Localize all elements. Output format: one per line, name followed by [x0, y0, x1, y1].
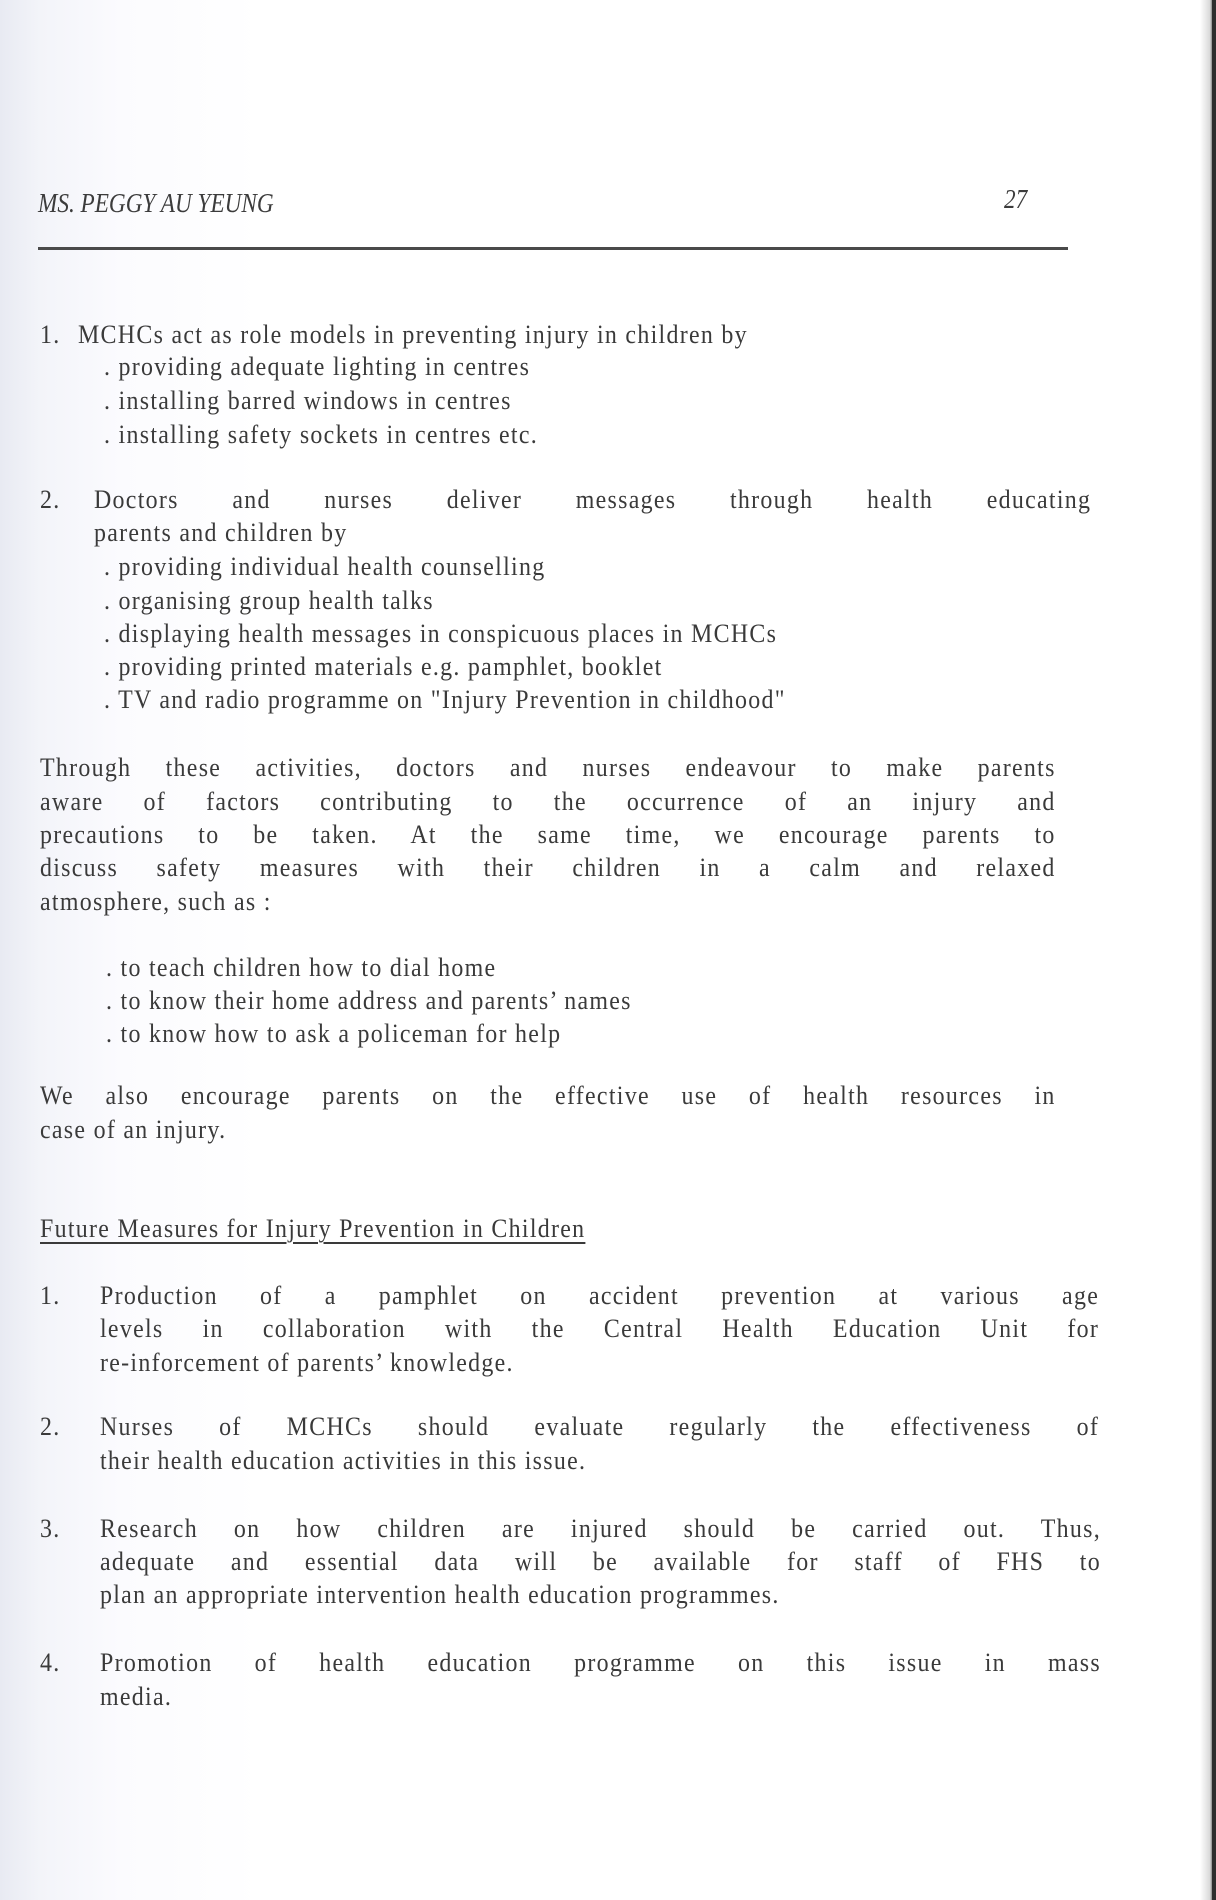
- item-number: 4.: [40, 1648, 61, 1677]
- paragraph-line: We also encourage parents on the effective use of health resources in: [40, 1081, 1056, 1110]
- bullet-item: . installing barred windows in centres: [104, 386, 512, 415]
- item-text-line: Production of a pamphlet on accident prevention at various age: [100, 1281, 1100, 1310]
- item-text-line: Nurses of MCHCs should evaluate regularly the effectiveness of: [100, 1412, 1100, 1441]
- bullet-item: . providing adequate lighting in centres: [104, 352, 531, 381]
- item-text-line: re-inforcement of parents’ knowledge.: [100, 1348, 514, 1377]
- item-text-line: parents and children by: [94, 518, 348, 547]
- item-text-line: levels in collaboration with the Central Health Education Unit for: [100, 1314, 1100, 1343]
- item-text-line: Promotion of health education programme on this issue in mass: [100, 1648, 1101, 1677]
- paragraph-line: precautions to be taken. At the same time, we encourage parents to: [40, 820, 1056, 849]
- paragraph-line: discuss safety measures with their children in a calm and relaxed: [40, 853, 1056, 882]
- paragraph-line: Through these activities, doctors and nurses endeavour to make parents: [40, 753, 1056, 782]
- bullet-item: . displaying health messages in conspicuous places in MCHCs: [104, 619, 778, 648]
- item-number: 3.: [40, 1514, 61, 1543]
- item-text-line: plan an appropriate intervention health education programmes.: [100, 1580, 780, 1609]
- bullet-item: . providing printed materials e.g. pamphlet, booklet: [104, 652, 663, 681]
- paragraph-line: aware of factors contributing to the occurrence of an injury and: [40, 787, 1056, 816]
- bullet-item: . TV and radio programme on "Injury Prevention in childhood": [104, 685, 786, 714]
- item-text: MCHCs act as role models in preventing injury in children by: [78, 320, 748, 349]
- item-number: 1.: [40, 1281, 61, 1310]
- bullet-item: . organising group health talks: [104, 586, 434, 615]
- bullet-item: . providing individual health counselling: [104, 552, 546, 581]
- header-rule: [38, 247, 1068, 250]
- item-number: 1.: [40, 320, 61, 349]
- running-head: MS. PEGGY AU YEUNG: [38, 188, 274, 218]
- bullet-item: . installing safety sockets in centres etc.: [104, 420, 539, 449]
- paragraph-line: atmosphere, such as :: [40, 887, 272, 916]
- paragraph-line: case of an injury.: [40, 1115, 227, 1144]
- item-text-line: Research on how children are injured should be carried out. Thus,: [100, 1514, 1101, 1543]
- item-text-line: media.: [100, 1682, 173, 1711]
- item-text-line: their health education activities in this issue.: [100, 1446, 587, 1475]
- bullet-item: . to teach children how to dial home: [106, 953, 497, 982]
- item-number: 2.: [40, 485, 61, 514]
- page-number: 27: [1004, 184, 1028, 214]
- item-text-line: Doctors and nurses deliver messages through health educating: [94, 485, 1092, 514]
- page-edge-shadow: [1212, 0, 1216, 1900]
- section-heading: Future Measures for Injury Prevention in Children: [40, 1214, 586, 1243]
- bullet-item: . to know how to ask a policeman for help: [106, 1019, 562, 1048]
- bullet-item: . to know their home address and parents’ names: [106, 986, 632, 1015]
- item-text-line: adequate and essential data will be available for staff of FHS to: [100, 1547, 1101, 1576]
- item-number: 2.: [40, 1412, 61, 1441]
